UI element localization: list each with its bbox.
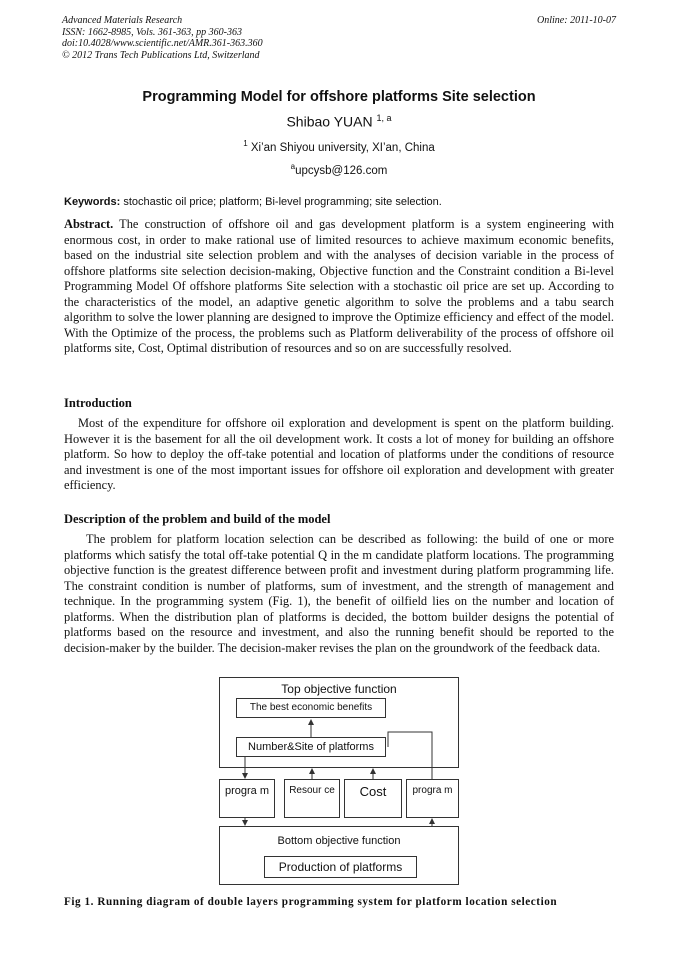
- introduction-text: Most of the expenditure for offshore oil exploration and development is spent on the platform building. However it is the basement for all the oil development work. It costs a lot of money for building an offshore platform. So how to deploy the off-take potential and location of platforms under the conditions of resource and investment is one of the most important issues for offshore oil exploration and development with greater efficiency.: [64, 416, 614, 493]
- affiliation-superscript: 1: [243, 139, 248, 148]
- resource-box: Resour ce: [284, 779, 340, 818]
- keywords: [64, 196, 616, 208]
- top-objective-label: Top objective function: [281, 682, 397, 696]
- cost-box: Cost: [344, 779, 402, 818]
- abstract: [64, 217, 614, 357]
- copyright-line: © 2012 Trans Tech Publications Ltd, Switzerland: [62, 49, 260, 61]
- issn-line: ISSN: 1662-8985, Vols. 361-363, pp 360-363: [62, 26, 242, 38]
- online-date: Online: 2011-10-07: [537, 15, 616, 26]
- figure-caption: Fig 1. Running diagram of double layers programming system for platform location selection: [64, 896, 558, 908]
- email-superscript: a: [290, 162, 296, 171]
- journal-name: Advanced Materials Research: [62, 15, 183, 26]
- number-site-platforms-box: Number&Site of platforms: [236, 737, 386, 757]
- author-name: Shibao YUAN: [286, 113, 373, 130]
- abstract-text: The construction of offshore oil and gas development platform is a system engineering with enormous cost, in order to make rational use of limited resources to achieve maximum economic benefits, based on the industrial site selection problem and with the analyses of decision variable in the process of offshore platforms site selection decision-making, Objective function and the Constraint condition a Bi-level Programming Model Of offshore platforms Site selection with a stochastic oil price are set up. According to the characteristics of the model, an adaptive genetic algorithm to solve the problems and a tabu search algorithm to solve the lower planning are designed to improve the Optimize efficiency and effect of the model. With the Optimize of the process, the problems such as Platform deliverability of the process of offshore oil platforms site, Cost, Optimal distribution of resources and so on are successfully resolved.: [64, 217, 614, 356]
- affiliation: [0, 139, 678, 154]
- author-superscript: 1, a: [376, 113, 392, 123]
- description-text: The problem for platform location selection can be described as following: the build of one or more platforms which satisfy the total off-take potential Q in the m candidate platform locations. The programming objective function is the greatest difference between profit and investment during platform programming life. The constraint condition is number of platforms, sum of investment, and the strength of management and technique. In the programming system (Fig. 1), the benefit of oilfield lies on the number and location of platforms. When the distribution plan of platforms is decided, the bottom builder designs the potential of platforms based on the resource and investment, and also the running benefit should be reported to the decision-maker by the builder. The decision-maker revises the plan on the groundwork of the feedback data.: [64, 532, 614, 655]
- abstract-label: Abstract.: [64, 217, 114, 231]
- bottom-objective-label: Bottom objective function: [277, 835, 401, 847]
- journal-header: [62, 15, 263, 61]
- doi-line: doi:10.4028/www.scientific.net/AMR.361-363.360: [62, 38, 263, 49]
- keywords-text: stochastic oil price; platform; Bi-level programming; site selection.: [123, 196, 442, 208]
- author: [0, 113, 678, 130]
- email-address[interactable]: upcysb@126.com: [295, 164, 388, 177]
- keywords-label: Keywords:: [64, 196, 121, 208]
- program-right-box: progra m: [406, 779, 459, 818]
- affiliation-text: Xi’an Shiyou university, XI’an, China: [250, 141, 435, 154]
- email: [0, 162, 678, 177]
- program-left-box: progra m: [219, 779, 275, 818]
- best-economic-benefits-box: The best economic benefits: [236, 698, 386, 718]
- description-heading: Description of the problem and build of the model: [64, 512, 331, 526]
- introduction-heading: Introduction: [64, 396, 132, 410]
- production-platforms-box: Production of platforms: [264, 856, 417, 878]
- paper-title: Programming Model for offshore platforms Site selection: [142, 89, 536, 105]
